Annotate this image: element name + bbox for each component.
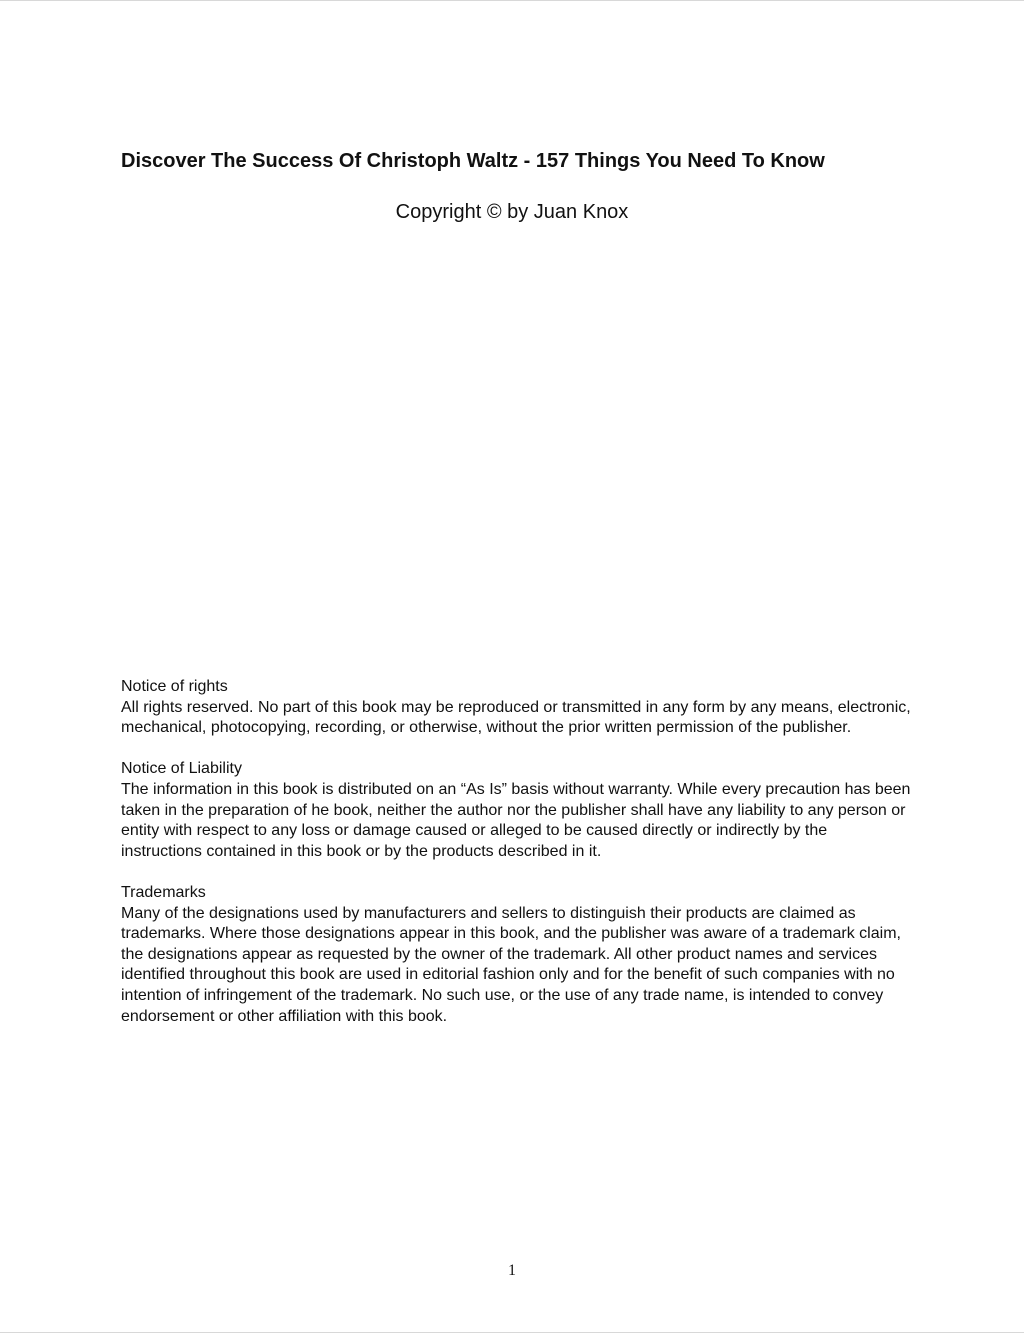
notice-heading: Notice of Liability [121,760,242,778]
notice-body: All rights reserved. No part of this book may be reproduced or transmitted in any form by any means, electronic, mechanical, photocopying, recording, or otherwise, without the prior written permission of the publisher. [121,698,911,737]
notice-body: The information in this book is distributed on an “As Is” basis without warranty. While every precaution has been taken in the preparation of he book, neither the author nor the publisher shall have any liability to any person or entity with respect to any loss or damage caused or alleged to be caused directly or indirectly by the instructions contained in this book or by the products described in it. [121,780,911,860]
notice-heading: Trademarks [121,883,206,901]
page-number: 1 [508,1262,516,1279]
notice-of-liability [121,759,911,862]
copyright-line: Copyright © by Juan Knox [395,201,629,223]
trademarks-notice [121,883,911,1027]
notice-body: Many of the designations used by manufacturers and sellers to distinguish their products are claimed as trademarks. Where those designations appear in this book, and the publisher was aware of a trademark claim, the designations appear as requested by the owner of the trademark. All other product names and services identified throughout this book are used in editorial fashion only and for the benefit of such companies with no intention of infringement of the trademark. No such use, or the use of any trade name, is intended to convey endorsement or other affiliation with this book. [121,904,901,1025]
notice-of-rights [121,677,911,739]
book-title: Discover The Success Of Christoph Waltz - 157 Things You Need To Know [121,150,825,172]
notice-heading: Notice of rights [121,678,228,695]
legal-notices [121,677,911,1048]
